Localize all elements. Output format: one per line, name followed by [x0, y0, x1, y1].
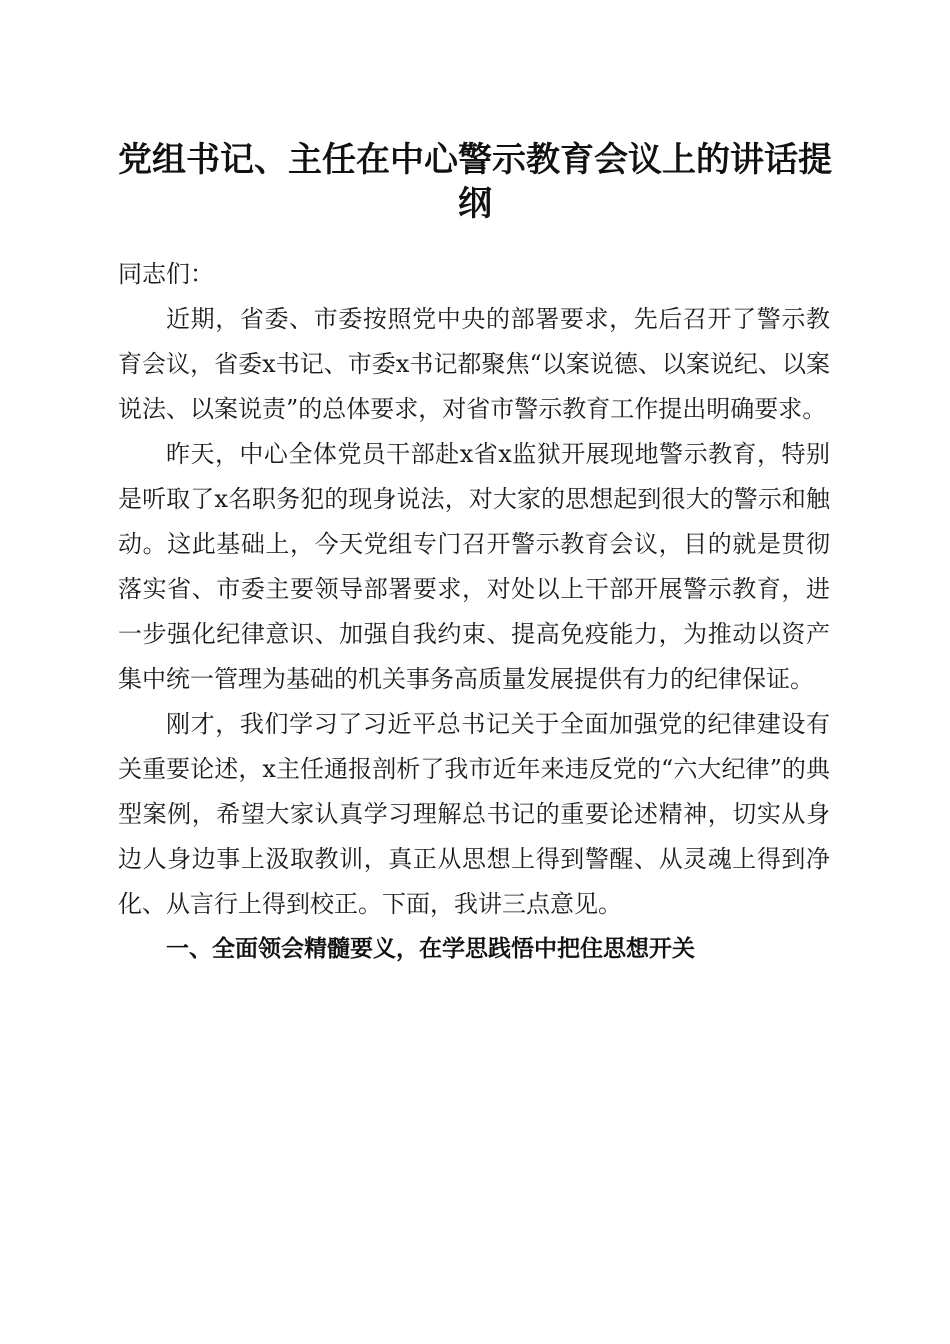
section-heading: 一、全面领会精髓要义，在学思践悟中把住思想开关: [166, 936, 695, 962]
document-title: 党组书记、主任在中心警示教育会议上的讲话提纲: [118, 140, 832, 224]
paragraph-2: 昨天，中心全体党员干部赴x省x监狱开展现地警示教育，特别是听取了x名职务犯的现身说法，对大家的思想起到很大的警示和触动。这此基础上，今天党组专门召开警示教育会议，目的就是贯彻落实省、市委主要领导部署要求，对处以上干部开展警示教育，进一步强化纪律意识、加强自我约束、提高免疫能力，为推动以资产集中统一管理为基础的机关事务高质量发展提供有力的纪律保证。: [118, 440, 830, 693]
paragraph-3: 刚才，我们学习了习近平总书记关于全面加强党的纪律建设有关重要论述，x主任通报剖析了我市近年来违反党的“六大纪律”的典型案例，希望大家认真学习理解总书记的重要论述精神，切实从身边人身边事上汲取教训，真正从思想上得到警醒、从灵魂上得到净化、从言行上得到校正。下面，我讲三点意见。: [118, 710, 830, 918]
paragraph-1: 近期，省委、市委按照党中央的部署要求，先后召开了警示教育会议，省委x书记、市委x书记都聚焦“以案说德、以案说纪、以案说法、以案说责”的总体要求，对省市警示教育工作提出明确要求。: [118, 305, 830, 423]
salutation: 同志们：: [118, 260, 214, 288]
document-body: [118, 252, 830, 972]
